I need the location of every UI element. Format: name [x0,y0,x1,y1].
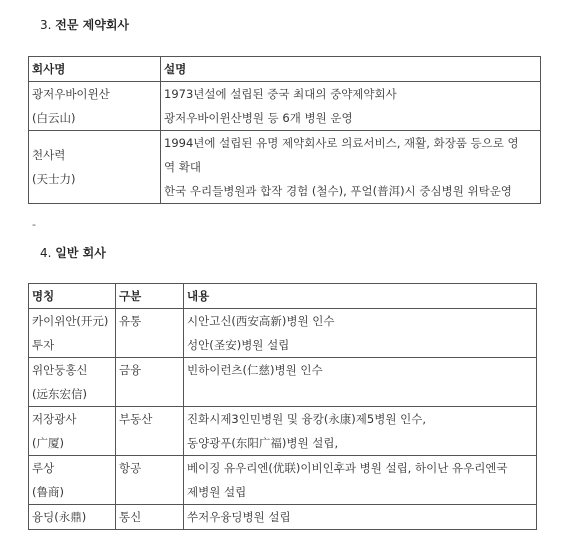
section-4-number: 4. [40,246,52,260]
category-cell: 항공 [116,456,184,505]
section-4-title [40,244,106,261]
header-name: 명칭 [29,284,116,309]
content-line: 진화시제3인민병원 및 융캉(永康)제5병원 인수, [187,412,426,426]
table-row [29,407,537,456]
company-name: 천사력 [32,148,66,162]
table-row [29,358,537,407]
company-name: 루상 [32,461,55,475]
content-line: 성안(圣安)병원 설립 [187,338,290,352]
content-line: 빈하이런츠(仁慈)병원 인수 [187,363,323,377]
company-name: (鲁商) [32,485,64,499]
pharma-company-table [28,56,541,204]
name-cell [29,309,116,358]
company-name: 저장광사 [32,412,77,426]
company-name: (远东宏信) [32,387,87,401]
company-name: 카이위안(开元) [32,314,109,328]
table-row [29,505,537,530]
table-header-row [29,284,537,309]
content-line: 시안고신(西安高新)병원 인수 [187,314,335,328]
description-cell [161,82,541,131]
content-cell [184,358,537,407]
table-row [29,82,541,131]
table-header-row [29,57,541,82]
content-cell [184,407,537,456]
company-name: 투자 [32,338,55,352]
company-name-chinese: (天士力) [32,172,76,186]
company-name-cell [29,131,161,204]
separator-dash: - [32,218,36,231]
category-cell: 통신 [116,505,184,530]
company-name-cell [29,82,161,131]
description-line: 역 확대 [164,160,201,174]
category-cell: 금융 [116,358,184,407]
description-line: 광저우바이윈산병원 등 6개 병원 운영 [164,111,353,125]
content-line: 동양광푸(东阳广福)병원 설립, [187,436,339,450]
category-cell: 부동산 [116,407,184,456]
header-category: 구분 [116,284,184,309]
header-company-name: 회사명 [29,57,161,82]
company-name-chinese: (白云山) [32,111,76,125]
name-cell [29,407,116,456]
description-line: 1973년설에 설립된 중국 최대의 중약제약회사 [164,87,397,101]
table-row [29,456,537,505]
section-3-heading: 전문 제약회사 [55,18,130,32]
description-cell [161,131,541,204]
category-cell: 유통 [116,309,184,358]
content-line: 쑤저우융딩병원 설립 [187,510,291,524]
table-row [29,131,541,204]
company-name: 광저우바이윈산 [32,87,110,101]
header-description: 설명 [161,57,541,82]
content-cell [184,309,537,358]
content-line: 제병원 설립 [187,485,247,499]
name-cell [29,505,116,530]
content-cell [184,456,537,505]
description-line: 한국 우리들병원과 합작 경험 (철수), 푸얼(普洱)시 중심병원 위탁운영 [164,184,512,198]
table-row [29,309,537,358]
company-name: 위안둥홍신 [32,363,88,377]
company-name: (广厦) [32,436,64,450]
description-line: 1994년에 설립된 유명 제약회사로 의료서비스, 재활, 화장품 등으로 영 [164,136,519,150]
general-company-table [28,283,537,530]
content-line: 베이징 유우리엔(优联)이비인후과 병원 설립, 하이난 유우리엔국 [187,461,508,475]
name-cell [29,456,116,505]
section-3-number: 3. [40,18,52,32]
section-3-title [40,16,129,33]
name-cell [29,358,116,407]
section-4-heading: 일반 회사 [55,246,106,260]
header-content: 내용 [184,284,537,309]
content-cell [184,505,537,530]
company-name: 융딩(永鼎) [32,510,87,524]
